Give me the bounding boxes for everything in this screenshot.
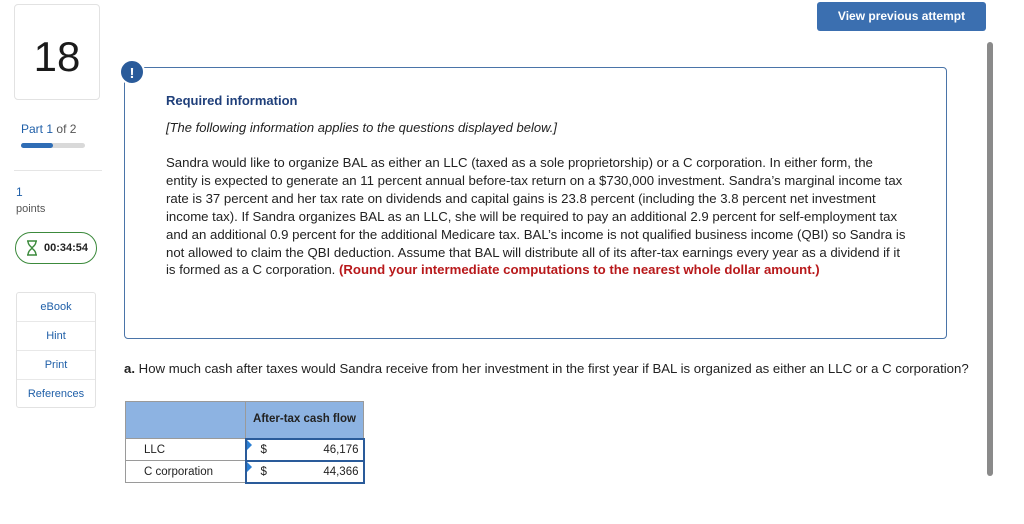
- view-previous-attempt-button[interactable]: View previous attempt: [817, 2, 986, 31]
- required-info-body: [166, 154, 908, 279]
- question-number-box: [14, 4, 100, 100]
- timer-value: 00:34:54: [44, 242, 89, 254]
- currency-symbol: $: [260, 465, 267, 478]
- table-row: [126, 439, 364, 461]
- points-label: points: [16, 203, 46, 215]
- column-header: After-tax cash flow: [246, 402, 364, 439]
- part-total: of 2: [56, 122, 77, 136]
- row-label-llc: LLC: [126, 439, 246, 461]
- header-blank-cell: [126, 402, 246, 439]
- alert-icon: !: [119, 59, 145, 85]
- question-number: 18: [33, 33, 81, 80]
- print-link[interactable]: Print: [17, 351, 95, 380]
- required-info-subtitle: [The following information applies to the questions displayed below.]: [166, 120, 557, 135]
- ebook-link[interactable]: eBook: [17, 293, 95, 322]
- hourglass-icon: [26, 240, 38, 256]
- part-indicator: [21, 122, 76, 136]
- answer-value: 44,366: [323, 465, 359, 478]
- row-label-c-corporation: C corporation: [126, 461, 246, 483]
- answer-table: [125, 401, 365, 484]
- currency-symbol: $: [260, 443, 267, 456]
- hint-link[interactable]: Hint: [17, 322, 95, 351]
- answer-flag-icon: [247, 462, 252, 472]
- c-corp-cash-flow-input[interactable]: [246, 461, 364, 483]
- references-link[interactable]: References: [27, 388, 85, 400]
- scrollbar[interactable]: [987, 42, 993, 476]
- question-a: [124, 360, 990, 378]
- table-header-row: [126, 402, 364, 439]
- question-label: a.: [124, 361, 135, 376]
- scenario-text: Sandra would like to organize BAL as either an LLC (taxed as a sole proprietorship) or a C corporation. In either form, the entity is expected to generate an 11 percent annual before-tax return on a $730,000 investment. Sandra’s marginal income tax rate is 37 percent and her tax rate on dividends and capital gains is 23.8 percent (including the 3.8 percent net investment income tax). If Sandra organizes BAL as an LLC, she will be required to pay an additional 2.9 percent for self-employment tax and an additional 0.9 percent for the additional Medicare tax. BAL’s income is not qualified business income (QBI) so Sandra is not allowed to claim the QBI deduction. Assume that BAL will distribute all of its after-tax earnings every year as a dividend if it is formed as a C corporation.: [166, 155, 906, 278]
- part-prefix: Part: [21, 122, 44, 136]
- part-progress-bar: [21, 143, 85, 148]
- resources-panel: [16, 292, 96, 408]
- required-info-title: Required information: [166, 93, 298, 108]
- answer-value: 46,176: [323, 443, 359, 456]
- part-progress-fill: [21, 143, 53, 148]
- part-current: 1: [46, 122, 54, 136]
- divider: [14, 170, 102, 171]
- question-text: How much cash after taxes would Sandra receive from her investment in the first year if BAL is organized as either an LLC or a C corporation?: [138, 361, 969, 376]
- answer-flag-icon: [247, 440, 252, 450]
- rounding-instruction: (Round your intermediate computations to the nearest whole dollar amount.): [339, 262, 820, 278]
- timer: [15, 232, 97, 264]
- points-value: 1: [16, 185, 23, 199]
- table-row: [126, 461, 364, 483]
- llc-cash-flow-input[interactable]: [246, 439, 364, 461]
